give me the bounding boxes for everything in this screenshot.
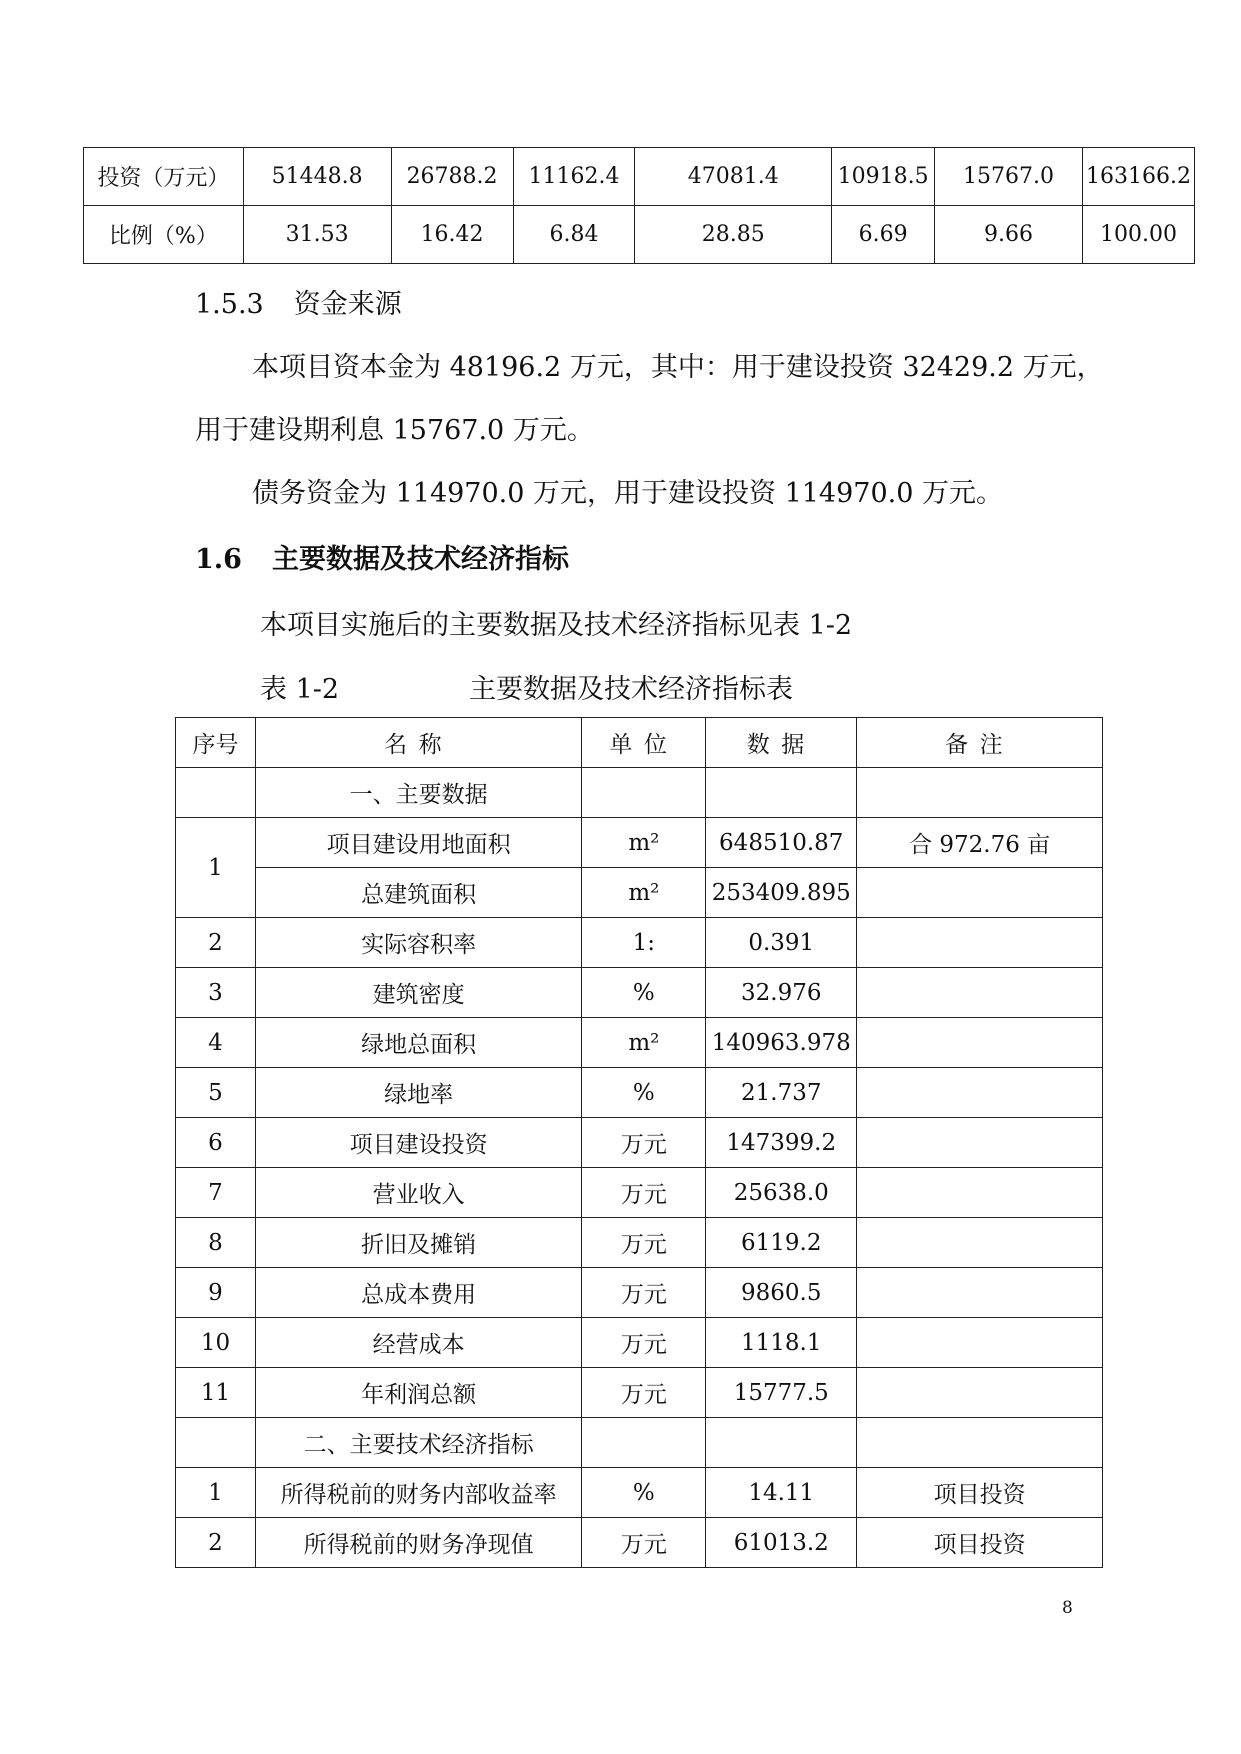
table-cell: 6.69 — [832, 206, 935, 264]
section-heading-16 — [195, 537, 569, 576]
row-note — [857, 1018, 1103, 1068]
row-number: 2 — [176, 1518, 256, 1568]
table-cell — [706, 768, 857, 818]
table-row — [176, 1468, 1103, 1518]
row-name: 绿地率 — [255, 1068, 582, 1118]
table-row — [84, 206, 1195, 264]
table-cell — [176, 768, 256, 818]
row-name: 所得税前的财务内部收益率 — [255, 1468, 582, 1518]
section-title: 主要数据及技术经济指标 — [271, 544, 569, 575]
row-number: 11 — [176, 1368, 256, 1418]
table-cell: 28.85 — [635, 206, 832, 264]
paragraph-line: 用于建设期利息 15767.0 万元。 — [195, 415, 594, 446]
row-value: 147399.2 — [706, 1118, 857, 1168]
paragraph-line: 债务资金为 114970.0 万元，用于建设投资 114970.0 万元。 — [252, 478, 1003, 509]
table-cell: 26788.2 — [391, 148, 513, 206]
row-name: 经营成本 — [255, 1318, 582, 1368]
table-row — [176, 868, 1103, 918]
row-value: 9860.5 — [706, 1268, 857, 1318]
table-cell: 10918.5 — [832, 148, 935, 206]
row-name: 实际容积率 — [255, 918, 582, 968]
row-unit: 万元 — [582, 1118, 706, 1168]
row-value: 61013.2 — [706, 1518, 857, 1568]
table-row — [176, 1168, 1103, 1218]
group-row — [176, 1418, 1103, 1468]
row-name: 建筑密度 — [255, 968, 582, 1018]
row-number: 8 — [176, 1218, 256, 1268]
group-row — [176, 768, 1103, 818]
investment-table — [83, 147, 1195, 264]
table-row — [176, 1118, 1103, 1168]
row-note — [857, 1218, 1103, 1268]
table-header-row — [176, 718, 1103, 768]
row-value: 25638.0 — [706, 1168, 857, 1218]
row-unit: 万元 — [582, 1368, 706, 1418]
header-cell: 单位 — [582, 718, 706, 768]
table-cell: 31.53 — [243, 206, 391, 264]
intro-text: 本项目实施后的主要数据及技术经济指标见表 1-2 — [260, 610, 853, 641]
row-value: 15777.5 — [706, 1368, 857, 1418]
row-unit: m² — [582, 868, 706, 918]
row-unit: % — [582, 968, 706, 1018]
table-row — [176, 918, 1103, 968]
row-note — [857, 968, 1103, 1018]
table-row — [176, 1018, 1103, 1068]
row-value: 21.737 — [706, 1068, 857, 1118]
row-value: 648510.87 — [706, 818, 857, 868]
row-name: 营业收入 — [255, 1168, 582, 1218]
table-cell: 163166.2 — [1082, 148, 1194, 206]
row-note: 合 972.76 亩 — [857, 818, 1103, 868]
row-number: 10 — [176, 1318, 256, 1368]
row-name: 年利润总额 — [255, 1368, 582, 1418]
table-row — [84, 148, 1195, 206]
section-number: 1.6 — [195, 544, 242, 575]
page-number: 8 — [1062, 1598, 1073, 1618]
row-note — [857, 1168, 1103, 1218]
row-note: 项目投资 — [857, 1468, 1103, 1518]
row-label: 投资（万元） — [84, 148, 244, 206]
section-number: 1.5.3 — [195, 289, 264, 320]
table-row — [176, 1218, 1103, 1268]
section-heading-153 — [195, 282, 402, 321]
row-value: 14.11 — [706, 1468, 857, 1518]
row-unit: m² — [582, 1018, 706, 1068]
row-unit: 万元 — [582, 1168, 706, 1218]
table-row — [176, 1268, 1103, 1318]
row-unit: m² — [582, 818, 706, 868]
group-title: 二、主要技术经济指标 — [255, 1418, 582, 1468]
row-note — [857, 1318, 1103, 1368]
row-note — [857, 1268, 1103, 1318]
row-note — [857, 868, 1103, 918]
table-cell — [857, 768, 1103, 818]
row-number: 2 — [176, 918, 256, 968]
table-cell: 9.66 — [935, 206, 1083, 264]
paragraph-line: 本项目资本金为 48196.2 万元，其中：用于建设投资 32429.2 万元， — [252, 352, 1104, 383]
table-cell: 100.00 — [1082, 206, 1194, 264]
row-unit: 万元 — [582, 1318, 706, 1368]
row-number: 1 — [176, 1468, 256, 1518]
row-number: 4 — [176, 1018, 256, 1068]
header-cell: 名称 — [255, 718, 582, 768]
table-cell: 16.42 — [391, 206, 513, 264]
row-value: 6119.2 — [706, 1218, 857, 1268]
header-cell: 序号 — [176, 718, 256, 768]
table-cell — [706, 1418, 857, 1468]
table-cell — [582, 1418, 706, 1468]
table-cell — [176, 1418, 256, 1468]
table-row — [176, 818, 1103, 868]
header-cell: 备注 — [857, 718, 1103, 768]
row-note — [857, 1368, 1103, 1418]
row-name: 绿地总面积 — [255, 1018, 582, 1068]
row-value: 140963.978 — [706, 1018, 857, 1068]
row-note — [857, 1118, 1103, 1168]
table-cell: 6.84 — [513, 206, 635, 264]
row-name: 总建筑面积 — [255, 868, 582, 918]
row-name: 折旧及摊销 — [255, 1218, 582, 1268]
row-number: 6 — [176, 1118, 256, 1168]
row-number: 5 — [176, 1068, 256, 1118]
row-note: 项目投资 — [857, 1518, 1103, 1568]
row-name: 所得税前的财务净现值 — [255, 1518, 582, 1568]
row-note — [857, 918, 1103, 968]
row-value: 32.976 — [706, 968, 857, 1018]
row-name: 项目建设投资 — [255, 1118, 582, 1168]
row-number: 9 — [176, 1268, 256, 1318]
row-number: 1 — [176, 818, 256, 918]
table-cell — [857, 1418, 1103, 1468]
group-title: 一、主要数据 — [255, 768, 582, 818]
table-row — [176, 1318, 1103, 1368]
row-note — [857, 1068, 1103, 1118]
row-value: 0.391 — [706, 918, 857, 968]
table-cell: 11162.4 — [513, 148, 635, 206]
header-cell: 数据 — [706, 718, 857, 768]
table-cell: 51448.8 — [243, 148, 391, 206]
table-row — [176, 1068, 1103, 1118]
row-value: 1118.1 — [706, 1318, 857, 1368]
row-value: 253409.895 — [706, 868, 857, 918]
table-title: 主要数据及技术经济指标表 — [469, 674, 794, 705]
row-number: 3 — [176, 968, 256, 1018]
row-unit: % — [582, 1068, 706, 1118]
table-cell — [582, 768, 706, 818]
table-caption — [260, 667, 793, 706]
row-unit: 万元 — [582, 1218, 706, 1268]
row-unit: % — [582, 1468, 706, 1518]
section-title: 资金来源 — [293, 289, 402, 320]
table-row — [176, 1518, 1103, 1568]
table-label: 表 1-2 — [260, 674, 340, 705]
row-unit: 万元 — [582, 1268, 706, 1318]
row-number: 7 — [176, 1168, 256, 1218]
table-cell: 15767.0 — [935, 148, 1083, 206]
table-row — [176, 968, 1103, 1018]
main-data-table — [175, 717, 1103, 1568]
row-unit: 1: — [582, 918, 706, 968]
row-label: 比例（%） — [84, 206, 244, 264]
row-name: 总成本费用 — [255, 1268, 582, 1318]
row-unit: 万元 — [582, 1518, 706, 1568]
table-cell: 47081.4 — [635, 148, 832, 206]
row-name: 项目建设用地面积 — [255, 818, 582, 868]
table-row — [176, 1368, 1103, 1418]
